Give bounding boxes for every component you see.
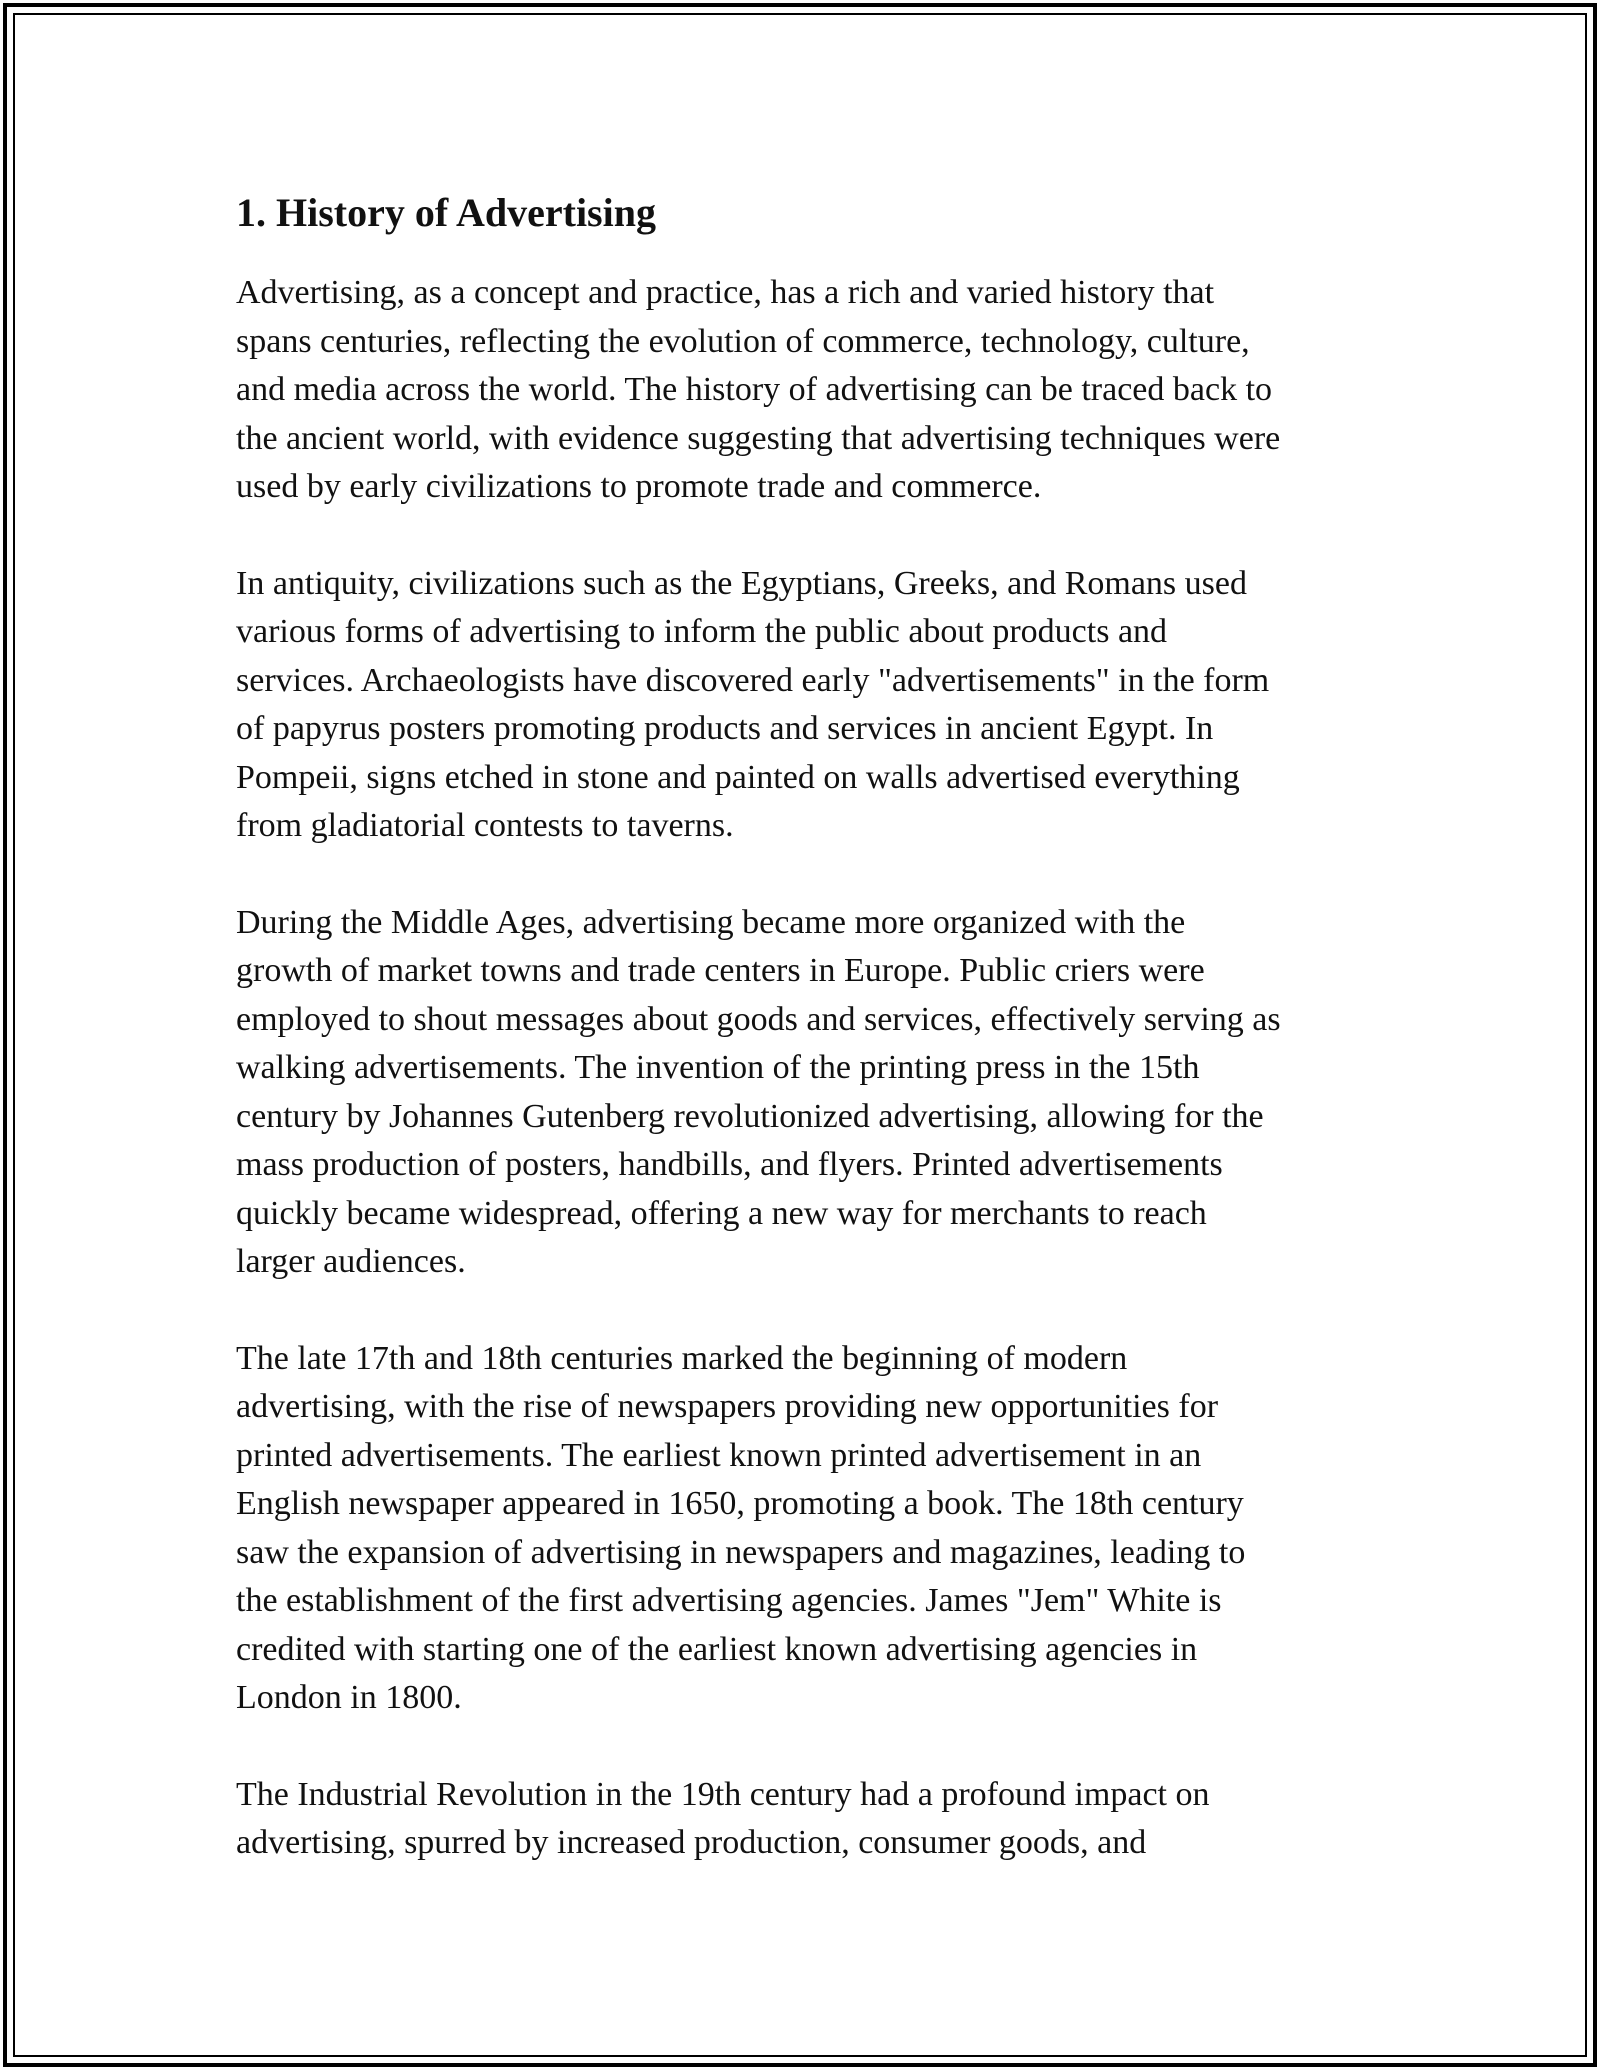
- document-content: [236, 185, 1386, 1916]
- paragraph-industrial-revolution: The Industrial Revolution in the 19th century had a profound impact on advertising, spurred by increased production, consumer goods, and: [236, 1775, 1210, 1861]
- paragraph-intro: Advertising, as a concept and practice, has a rich and varied history that spans centuries, reflecting the evolution of commerce, technology, culture, and media across the world. The history of advertising can be traced back to the ancient world, with evidence suggesting that advertising techniques were used by early civilizations to promote trade and commerce.: [236, 274, 1281, 505]
- paragraph-middle-ages: During the Middle Ages, advertising became more organized with the growth of market towns and trade centers in Europe. Public criers were employed to shout messages about goods and services, effectively serving as walking advertisements. The invention of the printing press in the 15th century by Johannes Gutenberg revolutionized advertising, allowing for the mass production of posters, handbills, and flyers. Printed advertisements quickly became widespread, offering a new way for merchants to reach larger audiences.: [236, 903, 1281, 1280]
- paragraph-antiquity: In antiquity, civilizations such as the Egyptians, Greeks, and Romans used various forms of advertising to inform the public about products and services. Archaeologists have discovered early "advertisements" in the form of papyrus posters promoting products and services in ancient Egypt. In Pompeii, signs etched in stone and painted on walls advertised everything from gladiatorial contests to taverns.: [236, 564, 1270, 844]
- section-heading: 1. History of Advertising: [236, 190, 656, 235]
- paragraph-17th-18th-centuries: The late 17th and 18th centuries marked the beginning of modern advertising, with the rise of newspapers providing new opportunities for printed advertisements. The earliest known printed advertisement in an English newspaper appeared in 1650, promoting a book. The 18th century saw the expansion of advertising in newspapers and magazines, leading to the establishment of the first advertising agencies. James "Jem" White is credited with starting one of the earliest known advertising agencies in London in 1800.: [236, 1339, 1246, 1716]
